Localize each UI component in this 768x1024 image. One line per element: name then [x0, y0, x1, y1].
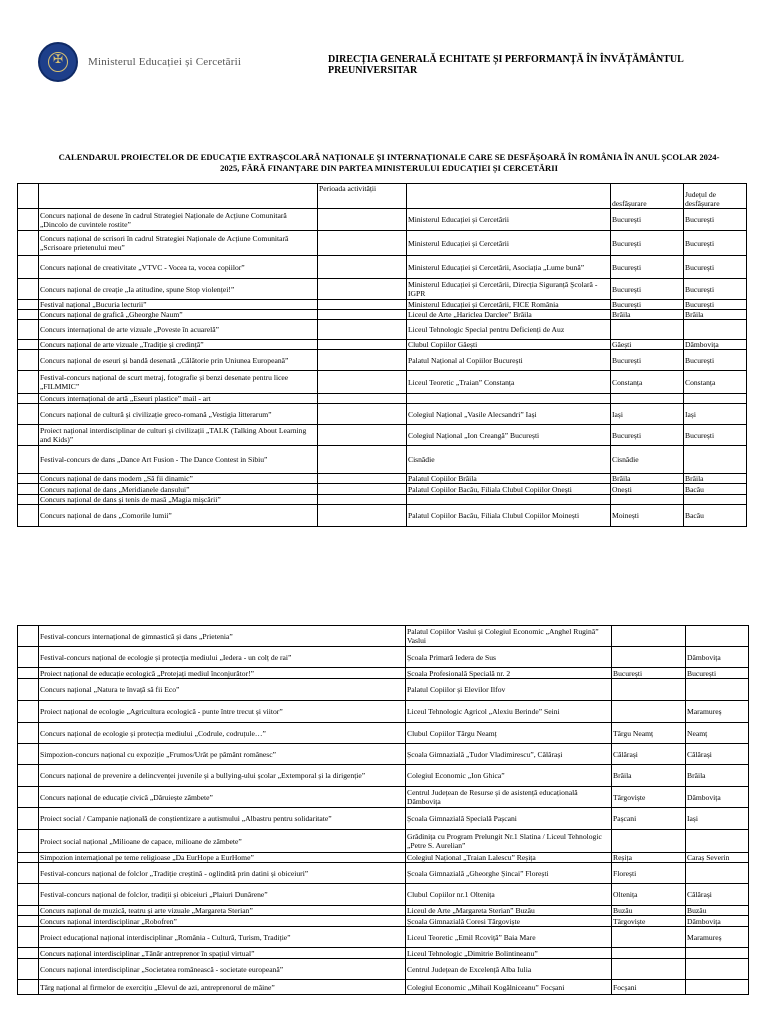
row-index-cell — [18, 916, 39, 927]
row-index-cell — [18, 668, 39, 679]
county-cell: Dâmbovița — [686, 787, 749, 808]
table-row — [18, 279, 747, 300]
organizer-cell: Școala Gimnazială Specială Pașcani — [406, 808, 612, 830]
header-cell — [18, 184, 39, 209]
county-cell: Dâmbovița — [686, 647, 749, 668]
place-cell: Călărași — [612, 744, 686, 765]
project-name-cell: Concurs național de creație „Ia atitudine, spune Stop violenței!” — [39, 279, 318, 300]
county-cell: Dâmbovița — [684, 340, 747, 350]
organizer-cell: Centrul Județean de Excelență Alba Iulia — [406, 959, 612, 980]
table-row — [18, 853, 749, 863]
period-cell — [318, 350, 407, 371]
period-cell — [318, 209, 407, 231]
organizer-cell: Liceul Tehnologic Agricol „Alexiu Berinde” Seini — [406, 701, 612, 723]
organizer-cell: Școala Profesională Specială nr. 2 — [406, 668, 612, 679]
row-index-cell — [18, 256, 39, 279]
place-cell: Brăila — [611, 474, 684, 484]
row-index-cell — [18, 310, 39, 320]
county-cell — [684, 394, 747, 404]
period-cell — [318, 300, 407, 310]
place-cell — [612, 927, 686, 948]
county-cell — [684, 446, 747, 474]
county-cell: București — [686, 668, 749, 679]
row-index-cell — [18, 853, 39, 863]
period-cell — [318, 425, 407, 446]
row-index-cell — [18, 320, 39, 340]
row-index-cell — [18, 787, 39, 808]
county-cell: București — [684, 256, 747, 279]
ministry-name: Ministerul Educației și Cercetării — [88, 56, 242, 68]
table-row — [18, 209, 747, 231]
place-cell — [612, 959, 686, 980]
period-cell — [318, 340, 407, 350]
table-row — [18, 765, 749, 787]
document-title-line-2: 2025, FĂRĂ FINANȚARE DIN PARTEA MINISTERULUI EDUCAȚIEI ȘI CERCETĂRII — [220, 163, 558, 173]
organizer-cell: Ministerul Educației și Cercetării, FICE România — [407, 300, 611, 310]
place-cell: București — [611, 231, 684, 256]
row-index-cell — [18, 446, 39, 474]
organizer-cell: Ministerul Educației și Cercetării — [407, 209, 611, 231]
county-cell: Dâmbovița — [686, 916, 749, 927]
organizer-cell: Colegiul Economic „Ion Ghica” — [406, 765, 612, 787]
table-row — [18, 959, 749, 980]
table-row — [18, 927, 749, 948]
project-name-cell: Concurs național de dans și tenis de masă „Magia mișcării” — [39, 495, 318, 505]
organizer-cell: Liceul Teoretic „Traian” Constanța — [407, 371, 611, 394]
project-name-cell: Simpozion-concurs național cu expoziție „Frumos/Urât pe pământ românesc” — [39, 744, 406, 765]
county-cell: Iași — [684, 404, 747, 425]
project-name-cell: Concurs național de prevenire a delincvenței juvenile și a bullying-ului școlar „Extemporal și la dirigenție” — [39, 765, 406, 787]
row-index-cell — [18, 425, 39, 446]
county-cell: Brăila — [684, 474, 747, 484]
organizer-cell: Școala Primară Iedera de Sus — [406, 647, 612, 668]
row-index-cell — [18, 830, 39, 853]
table-row — [18, 830, 749, 853]
table-row — [18, 884, 749, 906]
period-cell — [318, 394, 407, 404]
county-cell: București — [684, 350, 747, 371]
row-index-cell — [18, 863, 39, 884]
table-row — [18, 320, 747, 340]
period-cell — [318, 279, 407, 300]
place-cell — [612, 626, 686, 647]
project-name-cell: Concurs național de ecologie și protecția mediului „Codrule, codruțule…” — [39, 723, 406, 744]
table-row — [18, 679, 749, 701]
place-cell: București — [612, 668, 686, 679]
period-cell — [318, 371, 407, 394]
county-cell — [686, 626, 749, 647]
organizer-cell — [407, 495, 611, 505]
table-header-row — [18, 184, 747, 209]
row-index-cell — [18, 626, 39, 647]
row-index-cell — [18, 350, 39, 371]
project-name-cell: Festival-concurs național de folclor, tradiții și obiceiuri „Plaiuri Dunărene” — [39, 884, 406, 906]
county-cell: Maramureș — [686, 927, 749, 948]
organizer-cell: Liceul de Arte „Hariclea Darclee” Brăila — [407, 310, 611, 320]
county-cell: Brăila — [684, 310, 747, 320]
organizer-cell: Palatul Copiilor Vaslui și Colegiul Economic „Anghel Rugină” Vaslui — [406, 626, 612, 647]
project-name-cell: Festival-concurs național de folclor „Tradiție creștină - oglindită prin datini și obiceiuri” — [39, 863, 406, 884]
place-cell — [612, 679, 686, 701]
place-cell: Moinești — [611, 505, 684, 527]
place-cell — [612, 701, 686, 723]
row-index-cell — [18, 495, 39, 505]
period-cell — [318, 505, 407, 527]
table-row — [18, 980, 749, 995]
place-cell: Florești — [612, 863, 686, 884]
project-name-cell: Proiect național interdisciplinar de culturi și civilizații „TALK (Talking About Learning and Kids)” — [39, 425, 318, 446]
place-cell — [611, 394, 684, 404]
place-cell: București — [611, 300, 684, 310]
place-cell — [611, 495, 684, 505]
table-row — [18, 425, 747, 446]
projects-table-2 — [17, 625, 749, 995]
header-county: Județul de desfășurare — [684, 184, 747, 209]
table-row — [18, 808, 749, 830]
organizer-cell: Palatul Copiilor Bacău, Filiala Clubul Copiilor Moinești — [407, 505, 611, 527]
table-row — [18, 350, 747, 371]
document-title-line-1: CALENDARUL PROIECTELOR DE EDUCAȚIE EXTRAȘCOLARĂ NAȚIONALE ȘI INTERNAȚIONALE CARE SE DESFĂȘOARĂ ÎN ROMÂNIA ÎN ANUL ȘCOLAR 2024- — [58, 152, 720, 162]
projects-table-1 — [17, 183, 747, 527]
place-cell: București — [611, 350, 684, 371]
period-cell — [318, 484, 407, 495]
project-name-cell: Concurs național de scrisori în cadrul Strategiei Naționale de Acțiune Comunitară „Scrisoare prietenului meu” — [39, 231, 318, 256]
organizer-cell: Liceul Tehnologic „Dimitrie Bolintineanu” — [406, 948, 612, 959]
table-row — [18, 701, 749, 723]
period-cell — [318, 495, 407, 505]
organizer-cell: Clubul Copiilor Găești — [407, 340, 611, 350]
county-cell — [686, 830, 749, 853]
project-name-cell: Festival-concurs național de ecologie și protecția mediului „Iedera - un colț de rai” — [39, 647, 406, 668]
county-cell — [686, 679, 749, 701]
row-index-cell — [18, 744, 39, 765]
row-index-cell — [18, 340, 39, 350]
place-cell: București — [611, 209, 684, 231]
project-name-cell: Concurs național de desene în cadrul Strategiei Naționale de Acțiune Comunitară „Dincolo de cuvintele rostite” — [39, 209, 318, 231]
project-name-cell: Concurs național interdisciplinar „Robofren” — [39, 916, 406, 927]
place-cell: Iași — [611, 404, 684, 425]
place-cell — [612, 948, 686, 959]
organizer-cell: Școala Gimnazială „Tudor Vladimirescu”, Călărași — [406, 744, 612, 765]
county-cell: Iași — [686, 808, 749, 830]
table-row — [18, 916, 749, 927]
table-row — [18, 787, 749, 808]
table-row — [18, 505, 747, 527]
organizer-cell: Grădinița cu Program Prelungit Nr.1 Slatina / Liceul Tehnologic „Petre S. Aurelian” — [406, 830, 612, 853]
organizer-cell: Clubul Copiilor nr.1 Oltenița — [406, 884, 612, 906]
row-index-cell — [18, 679, 39, 701]
place-cell: București — [611, 256, 684, 279]
period-cell — [318, 404, 407, 425]
place-cell: București — [611, 279, 684, 300]
project-name-cell: Festival-concurs internațional de gimnastică și dans „Prietenia” — [39, 626, 406, 647]
table-row — [18, 744, 749, 765]
organizer-cell: Palatul Copiilor Bacău, Filiala Clubul Copiilor Onești — [407, 484, 611, 495]
organizer-cell: Colegiul Național „Vasile Alecsandri” Iași — [407, 404, 611, 425]
county-cell: Călărași — [686, 744, 749, 765]
place-cell: Constanța — [611, 371, 684, 394]
county-cell: Călărași — [686, 884, 749, 906]
project-name-cell: Concurs național de dans modern „Să fii dinamic” — [39, 474, 318, 484]
table-row — [18, 340, 747, 350]
project-name-cell: Concurs național interdisciplinar „Societatea românească - societate europeană” — [39, 959, 406, 980]
project-name-cell: Concurs național de arte vizuale „Tradiție și credință” — [39, 340, 318, 350]
table-row — [18, 723, 749, 744]
county-cell: București — [684, 231, 747, 256]
county-cell — [684, 320, 747, 340]
ministry-coat-of-arms-icon: ✠ — [38, 42, 78, 82]
project-name-cell: Festival-concurs național de scurt metraj, fotografie și benzi desenate pentru licee „FILMMIC” — [39, 371, 318, 394]
project-name-cell: Concurs național de educație civică „Dăruiește zâmbete” — [39, 787, 406, 808]
place-cell: Reșița — [612, 853, 686, 863]
organizer-cell: Colegiul Național „Traian Lalescu” Reșița — [406, 853, 612, 863]
organizer-cell: Palatul Național al Copiilor București — [407, 350, 611, 371]
county-cell — [686, 948, 749, 959]
period-cell — [318, 474, 407, 484]
organizer-cell: Ministerul Educației și Cercetării, Asociația „Lume bună” — [407, 256, 611, 279]
row-index-cell — [18, 279, 39, 300]
row-index-cell — [18, 484, 39, 495]
row-index-cell — [18, 765, 39, 787]
page-header — [0, 0, 768, 120]
row-index-cell — [18, 505, 39, 527]
place-cell: Pașcani — [612, 808, 686, 830]
table-row — [18, 310, 747, 320]
place-cell: Găești — [611, 340, 684, 350]
row-index-cell — [18, 404, 39, 425]
project-name-cell: Festival-concurs de dans „Dance Art Fusion - The Dance Contest in Sibiu” — [39, 446, 318, 474]
row-index-cell — [18, 906, 39, 916]
organizer-cell: Colegiul Național „Ion Creangă” București — [407, 425, 611, 446]
place-cell: Cisnădie — [611, 446, 684, 474]
place-cell — [612, 647, 686, 668]
table-row — [18, 300, 747, 310]
row-index-cell — [18, 723, 39, 744]
row-index-cell — [18, 808, 39, 830]
row-index-cell — [18, 701, 39, 723]
period-cell — [318, 320, 407, 340]
organizer-cell: Liceul Tehnologic Special pentru Deficienți de Auz — [407, 320, 611, 340]
county-cell: București — [684, 209, 747, 231]
county-cell: Bacău — [684, 505, 747, 527]
county-cell: București — [684, 300, 747, 310]
project-name-cell: Proiect social / Campanie națională de conștientizare a autismului „Albastru pentru solidaritate” — [39, 808, 406, 830]
row-index-cell — [18, 231, 39, 256]
place-cell — [612, 830, 686, 853]
project-name-cell: Concurs internațional de arte vizuale „Poveste în acuarelă” — [39, 320, 318, 340]
county-cell: București — [684, 425, 747, 446]
document-title — [30, 152, 748, 174]
project-name-cell: Concurs național de cultură și civilizație greco-romană „Vestigia litterarum” — [39, 404, 318, 425]
county-cell: Maramureș — [686, 701, 749, 723]
project-name-cell: Proiect educațional național interdisciplinar „România - Cultură, Turism, Tradiție” — [39, 927, 406, 948]
table-row — [18, 394, 747, 404]
period-cell — [318, 231, 407, 256]
county-cell: Buzău — [686, 906, 749, 916]
table-row — [18, 906, 749, 916]
county-cell — [686, 959, 749, 980]
row-index-cell — [18, 647, 39, 668]
project-name-cell: Concurs internațional de artă „Eseuri plastice” mail - art — [39, 394, 318, 404]
place-cell — [611, 320, 684, 340]
table-row — [18, 626, 749, 647]
place-cell: Târgu Neamț — [612, 723, 686, 744]
organizer-cell: Ministerul Educației și Cercetării — [407, 231, 611, 256]
organizer-cell: Școala Gimnazială „Gheorghe Șincai” Florești — [406, 863, 612, 884]
organizer-cell: Centrul Județean de Resurse și de asistență educațională Dâmbovița — [406, 787, 612, 808]
row-index-cell — [18, 980, 39, 995]
project-name-cell: Concurs național de dans „Comorile lumii” — [39, 505, 318, 527]
county-cell — [684, 495, 747, 505]
table-row — [18, 231, 747, 256]
project-name-cell: Concurs național de eseuri și bandă desenată „Călătorie prin Uniunea Europeană” — [39, 350, 318, 371]
project-name-cell: Concurs național de dans „Meridianele dansului” — [39, 484, 318, 495]
project-name-cell: Târg național al firmelor de exercițiu „Elevul de azi, antreprenorul de mâine” — [39, 980, 406, 995]
county-cell: Constanța — [684, 371, 747, 394]
row-index-cell — [18, 300, 39, 310]
table-row — [18, 863, 749, 884]
project-name-cell: Concurs național de creativitate „VTVC - Vocea ta, vocea copiilor” — [39, 256, 318, 279]
organizer-cell: Colegiul Economic „Mihail Kogălniceanu” Focșani — [406, 980, 612, 995]
row-index-cell — [18, 927, 39, 948]
organizer-cell — [407, 394, 611, 404]
row-index-cell — [18, 948, 39, 959]
project-name-cell: Concurs național de muzică, teatru și arte vizuale „Margareta Sterian” — [39, 906, 406, 916]
row-index-cell — [18, 474, 39, 484]
table-row — [18, 404, 747, 425]
table-row — [18, 256, 747, 279]
row-index-cell — [18, 371, 39, 394]
table-row — [18, 446, 747, 474]
row-index-cell — [18, 959, 39, 980]
header-period: Perioada activității — [318, 184, 407, 209]
row-index-cell — [18, 394, 39, 404]
project-name-cell: Concurs național „Natura te învață să fii Eco” — [39, 679, 406, 701]
organizer-cell: Liceul Teoretic „Emil Rcoviță” Baia Mare — [406, 927, 612, 948]
table-row — [18, 495, 747, 505]
place-cell: Focșani — [612, 980, 686, 995]
county-cell: Neamț — [686, 723, 749, 744]
table-row — [18, 647, 749, 668]
place-cell: Brăila — [611, 310, 684, 320]
period-cell — [318, 310, 407, 320]
project-name-cell: Proiect național de ecologie „Agricultura ecologică - punte între trecut și viitor” — [39, 701, 406, 723]
county-cell — [686, 863, 749, 884]
organizer-cell: Clubul Copiilor Târgu Neamț — [406, 723, 612, 744]
county-cell: Brăila — [686, 765, 749, 787]
header-organizer — [407, 184, 611, 209]
project-name-cell: Festival național „Bucuria lecturii” — [39, 300, 318, 310]
project-name-cell: Proiect social național „Milioane de capace, milioane de zâmbete” — [39, 830, 406, 853]
table-row — [18, 948, 749, 959]
place-cell: Târgoviște — [612, 787, 686, 808]
header-cell — [39, 184, 318, 209]
place-cell: Onești — [611, 484, 684, 495]
table-row — [18, 371, 747, 394]
county-cell: Caraș Severin — [686, 853, 749, 863]
table-row — [18, 484, 747, 495]
organizer-cell: Ministerul Educației și Cercetării, Direcția Siguranță Școlară - IGPR — [407, 279, 611, 300]
place-cell: Brăila — [612, 765, 686, 787]
place-cell: Buzău — [612, 906, 686, 916]
project-name-cell: Proiect național de educație ecologică „Protejați mediul înconjurător!” — [39, 668, 406, 679]
direction-title: DIRECȚIA GENERALĂ ECHITATE ȘI PERFORMANȚĂ ÎN ÎNVĂȚĂMÂNTUL PREUNIVERSITAR — [328, 54, 684, 76]
row-index-cell — [18, 209, 39, 231]
table-row — [18, 474, 747, 484]
county-cell: Bacău — [684, 484, 747, 495]
project-name-cell: Concurs național interdisciplinar „Tânăr antreprenor în spațiul virtual” — [39, 948, 406, 959]
header-place: desfășurare — [611, 184, 684, 209]
place-cell: București — [611, 425, 684, 446]
organizer-cell: Palatul Copiilor Brăila — [407, 474, 611, 484]
organizer-cell: Școala Gimnazială Coresi Târgoviște — [406, 916, 612, 927]
organizer-cell: Cisnădie — [407, 446, 611, 474]
organizer-cell: Liceul de Arte „Margareta Sterian” Buzău — [406, 906, 612, 916]
organizer-cell: Palatul Copiilor și Elevilor Ilfov — [406, 679, 612, 701]
place-cell: Târgoviște — [612, 916, 686, 927]
place-cell: Oltenița — [612, 884, 686, 906]
project-name-cell: Simpozion internațional pe teme religioase „Da EurHope a EurHome” — [39, 853, 406, 863]
county-cell — [686, 980, 749, 995]
table-row — [18, 668, 749, 679]
period-cell — [318, 256, 407, 279]
period-cell — [318, 446, 407, 474]
project-name-cell: Concurs național de grafică „Gheorghe Naum” — [39, 310, 318, 320]
county-cell: București — [684, 279, 747, 300]
row-index-cell — [18, 884, 39, 906]
